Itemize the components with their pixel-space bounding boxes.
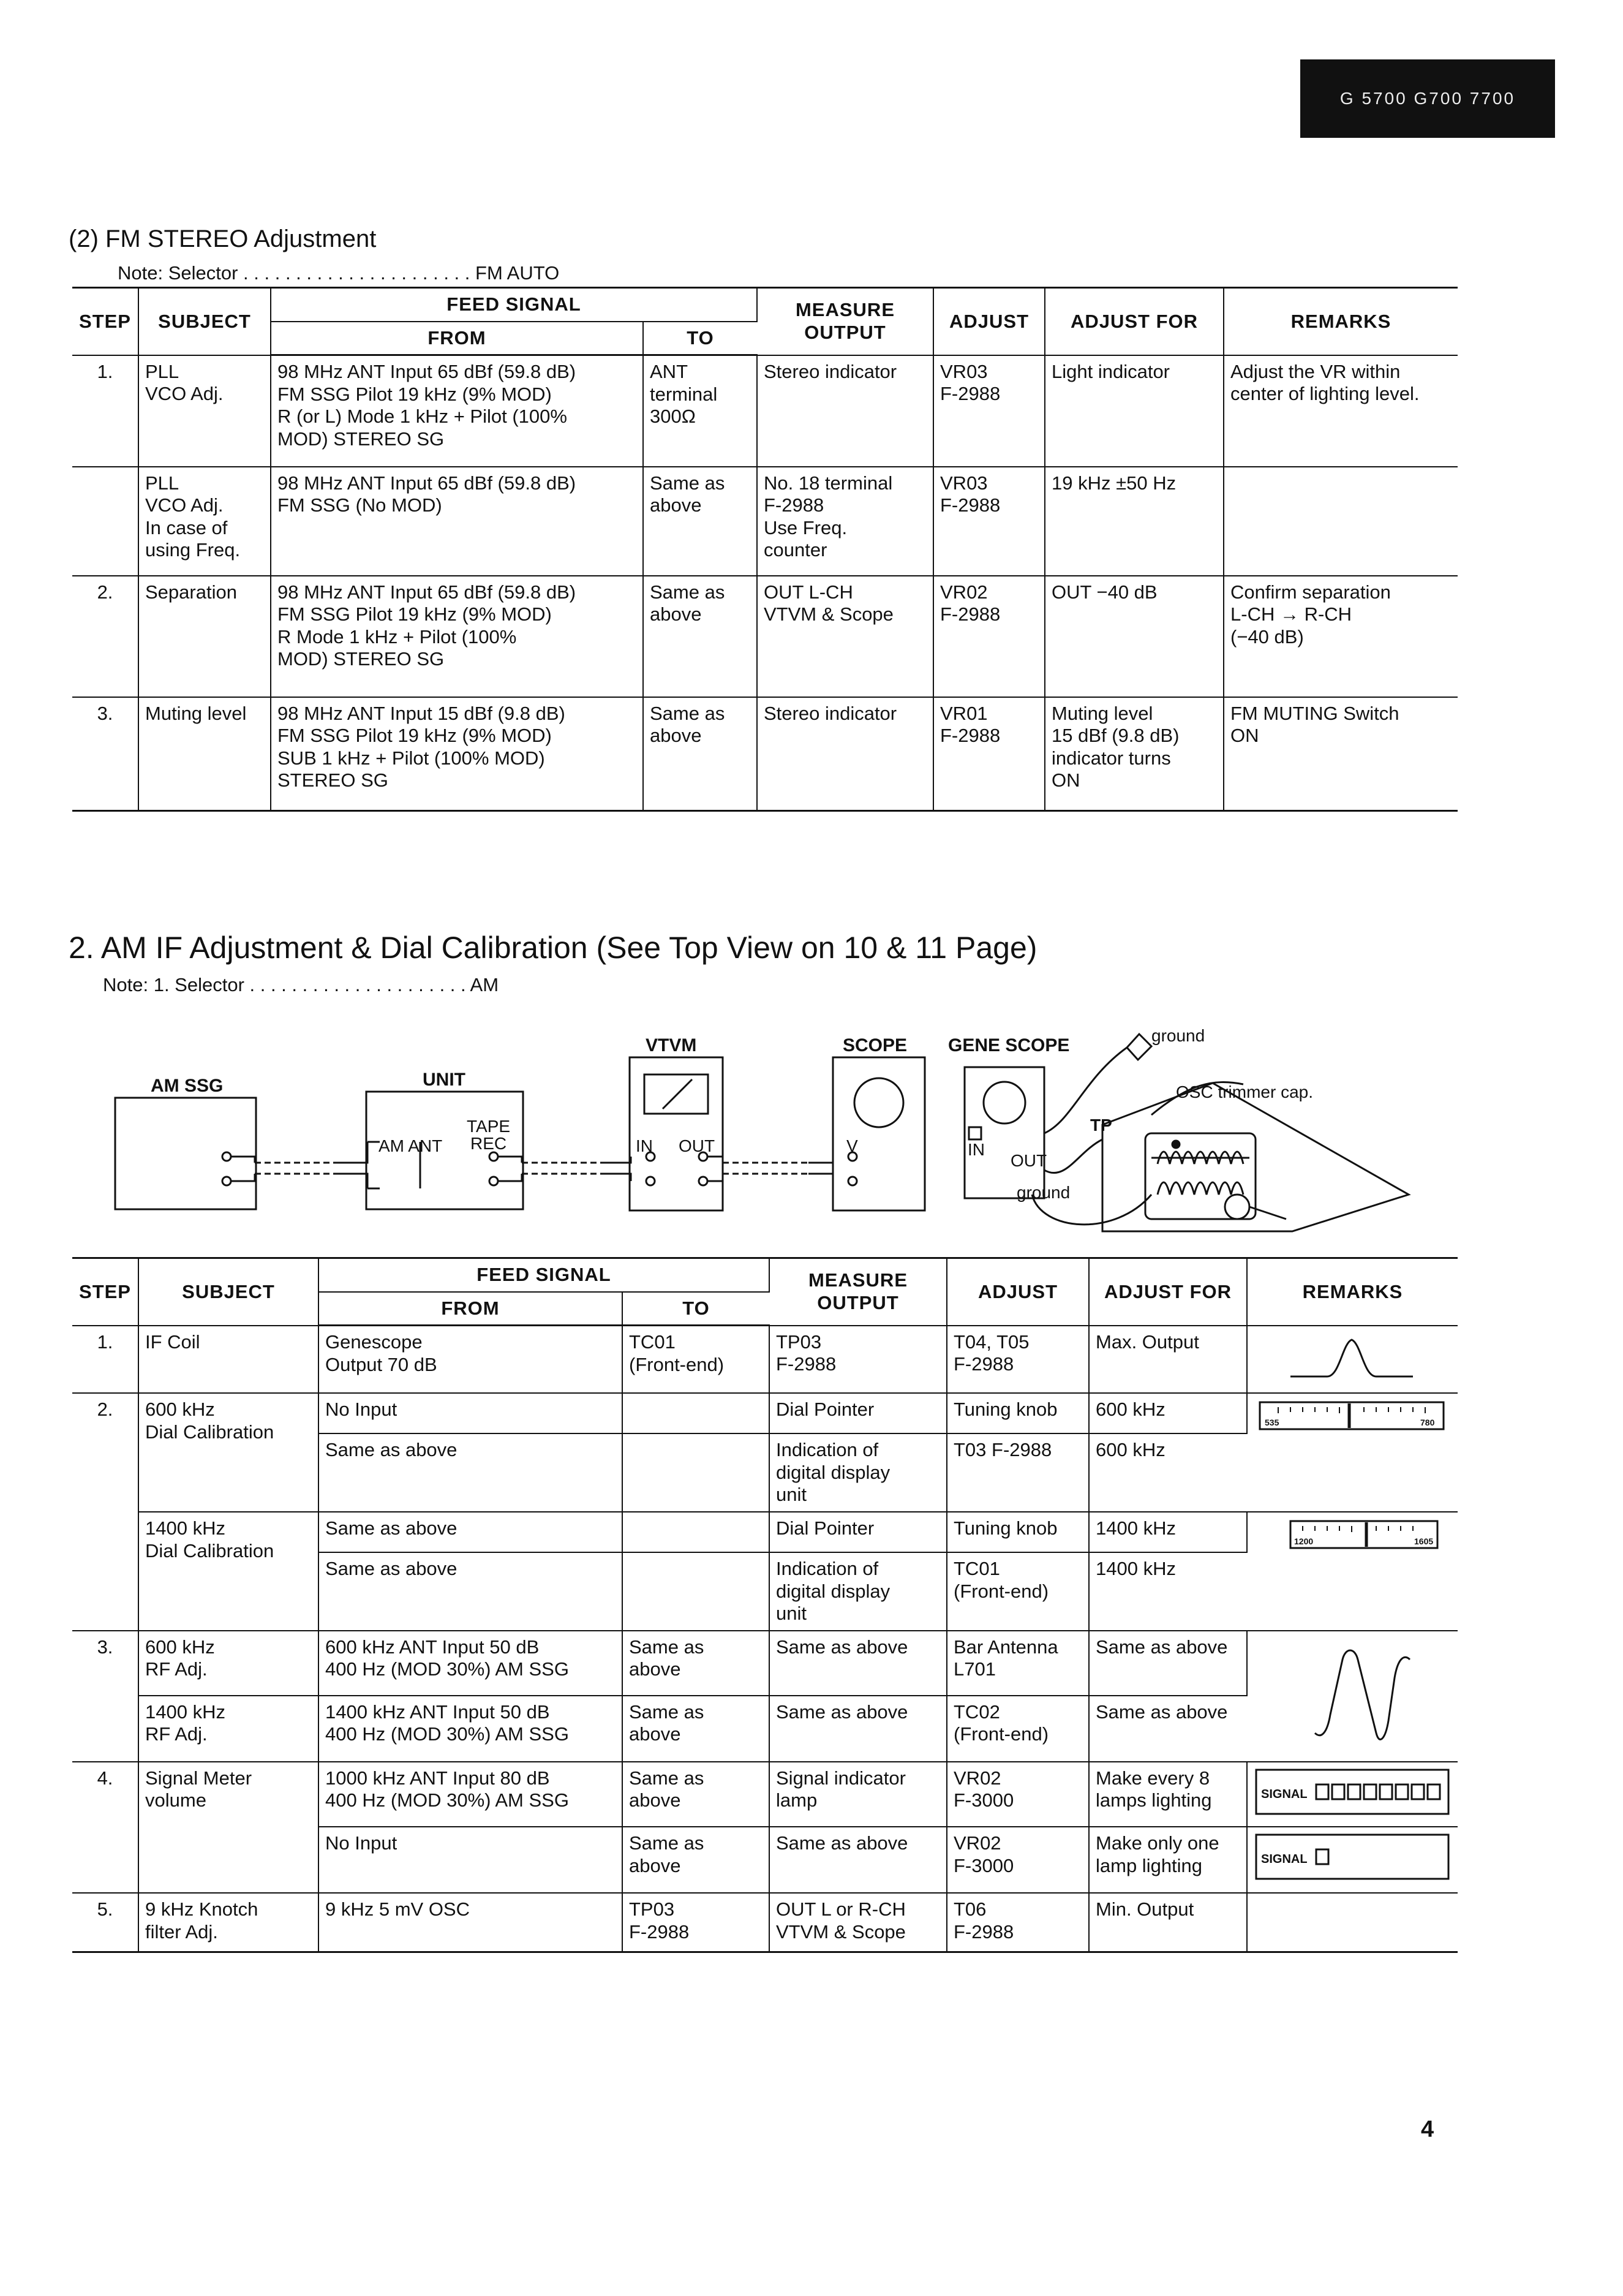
remarks-cell: Adjust the VR within center of lighting level.	[1224, 355, 1458, 467]
table-row	[72, 1762, 1458, 1827]
rf-waveform-icon	[1254, 1641, 1450, 1745]
to-cell	[622, 1433, 769, 1512]
adjust-for-cell: OUT −40 dB	[1045, 576, 1224, 697]
subject-cell: Muting level	[138, 697, 271, 811]
col-measure-output: MEASURE OUTPUT	[769, 1258, 947, 1326]
measure-cell: Same as above	[769, 1827, 947, 1893]
col-subject: SUBJECT	[138, 288, 271, 355]
tp-lead	[1044, 1139, 1102, 1173]
col-subject: SUBJECT	[138, 1258, 318, 1326]
subject-cell: IF Coil	[138, 1326, 318, 1394]
subject-cell: PLL VCO Adj. In case of using Freq.	[138, 467, 271, 576]
step-cell: 2.	[72, 1393, 138, 1630]
measure-cell: No. 18 terminal F-2988 Use Freq. counter	[757, 467, 933, 576]
from-cell: 1400 kHz ANT Input 50 dB 400 Hz (MOD 30%) AM SSG	[318, 1696, 622, 1762]
adjust-cell: VR03 F-2988	[933, 355, 1045, 467]
col-remarks: REMARKS	[1224, 288, 1458, 355]
vtvm-label: VTVM	[646, 1035, 697, 1055]
ground-label-2: ground	[1017, 1183, 1071, 1202]
remarks-cell	[1247, 1393, 1458, 1512]
subject-cell: 1400 kHz RF Adj.	[138, 1696, 318, 1762]
am-if-table	[72, 1257, 1458, 1953]
from-cell: Same as above	[318, 1512, 622, 1552]
measure-cell: Same as above	[769, 1631, 947, 1696]
subject-cell: 600 kHz RF Adj.	[138, 1631, 318, 1696]
from-cell: No Input	[318, 1393, 622, 1433]
bandpass-curve-icon	[1254, 1331, 1450, 1383]
to-cell: TC01 (Front-end)	[622, 1326, 769, 1394]
adjust-for-cell: Light indicator	[1045, 355, 1224, 467]
ant-label: AM ANT	[378, 1136, 443, 1155]
step-cell: 5.	[72, 1893, 138, 1952]
remarks-cell	[1247, 1827, 1458, 1893]
adjust-for-cell: Same as above	[1089, 1696, 1247, 1762]
signal-8-lamps-icon	[1254, 1767, 1452, 1816]
svg-text:1605: 1605	[1414, 1536, 1434, 1546]
am-connection-diagram	[110, 1011, 1433, 1250]
from-cell: Same as above	[318, 1552, 622, 1631]
step-cell: 1.	[72, 1326, 138, 1394]
adjust-for-cell: Muting level 15 dBf (9.8 dB) indicator turns ON	[1045, 697, 1224, 811]
table-row	[72, 1893, 1458, 1952]
remarks-cell: FM MUTING Switch ON	[1224, 697, 1458, 811]
col-adjust: ADJUST	[933, 288, 1045, 355]
col-step: STEP	[72, 288, 138, 355]
adjust-cell: VR02 F-3000	[947, 1762, 1089, 1827]
adjust-cell: VR03 F-2988	[933, 467, 1045, 576]
measure-cell: Signal indicator lamp	[769, 1762, 947, 1827]
from-cell: Same as above	[318, 1433, 622, 1512]
measure-cell: Dial Pointer	[769, 1512, 947, 1552]
adjust-cell: Tuning knob	[947, 1512, 1089, 1552]
col-adjust-for: ADJUST FOR	[1045, 288, 1224, 355]
if-coil-assembly	[1145, 1133, 1256, 1219]
to-cell: Same as above	[643, 467, 757, 576]
measure-cell: Stereo indicator	[757, 697, 933, 811]
fm-section-title: (2) FM STEREO Adjustment	[69, 225, 377, 252]
adjust-for-cell: 600 kHz	[1089, 1433, 1247, 1512]
step-cell: 1.	[72, 355, 138, 467]
col-from: FROM	[271, 322, 643, 355]
to-cell	[622, 1552, 769, 1631]
subject-cell: 600 kHz Dial Calibration	[138, 1393, 318, 1512]
svg-text:780: 780	[1420, 1418, 1435, 1428]
table-row	[72, 1393, 1458, 1433]
adjust-cell: Tuning knob	[947, 1393, 1089, 1433]
adjust-cell: Bar Antenna L701	[947, 1631, 1089, 1696]
tape-label: TAPE	[467, 1117, 511, 1136]
scope-v-label: V	[846, 1136, 858, 1155]
to-cell: Same as above	[622, 1827, 769, 1893]
adjust-cell: T06 F-2988	[947, 1893, 1089, 1952]
scope-box	[833, 1057, 925, 1210]
to-cell: TP03 F-2988	[622, 1893, 769, 1952]
subject-cell: 9 kHz Knotch filter Adj.	[138, 1893, 318, 1952]
measure-cell: TP03 F-2988	[769, 1326, 947, 1394]
table-row	[72, 355, 1458, 467]
adjust-cell: VR02 F-3000	[947, 1827, 1089, 1893]
col-to: TO	[643, 322, 757, 355]
table-row	[72, 1512, 1458, 1552]
remarks-cell: Confirm separation L-CH → R-CH (−40 dB)	[1224, 576, 1458, 697]
adjust-for-cell: Make every 8 lamps lighting	[1089, 1762, 1247, 1827]
scope-label: SCOPE	[843, 1035, 908, 1055]
subject-cell: Signal Meter volume	[138, 1762, 318, 1894]
from-cell: 98 MHz ANT Input 65 dBf (59.8 dB) FM SSG Pilot 19 kHz (9% MOD) R (or L) Mode 1 kHz + Pilot (100% MOD) STEREO SG	[271, 355, 643, 467]
col-adjust: ADJUST	[947, 1258, 1089, 1326]
adjust-cell: VR02 F-2988	[933, 576, 1045, 697]
adjust-for-cell: 1400 kHz	[1089, 1512, 1247, 1552]
measure-cell: Stereo indicator	[757, 355, 933, 467]
step-cell: 3.	[72, 697, 138, 811]
adjust-for-cell: Same as above	[1089, 1631, 1247, 1696]
fm-stereo-table	[72, 287, 1458, 812]
measure-cell: Dial Pointer	[769, 1393, 947, 1433]
tp-label: TP	[1090, 1116, 1112, 1135]
adjust-cell: T03 F-2988	[947, 1433, 1089, 1512]
subject-cell: PLL VCO Adj.	[138, 355, 271, 467]
model-badge: G 5700 G700 7700	[1300, 59, 1555, 138]
col-adjust-for: ADJUST FOR	[1089, 1258, 1247, 1326]
table-row	[72, 697, 1458, 811]
adjust-for-cell: 19 kHz ±50 Hz	[1045, 467, 1224, 576]
to-cell: Same as above	[622, 1762, 769, 1827]
remarks-cell	[1224, 467, 1458, 576]
am-ssg-label: AM SSG	[151, 1076, 224, 1096]
measure-cell: Indication of digital display unit	[769, 1552, 947, 1631]
adjust-cell: T04, T05 F-2988	[947, 1326, 1089, 1394]
page-number: 4	[1421, 2117, 1434, 2142]
dial-scale-600-icon	[1254, 1399, 1450, 1435]
svg-text:SIGNAL: SIGNAL	[1261, 1852, 1308, 1867]
table-row	[72, 1631, 1458, 1696]
col-remarks: REMARKS	[1247, 1258, 1458, 1326]
rec-label: REC	[470, 1134, 507, 1153]
remarks-cell	[1247, 1512, 1458, 1631]
adjust-cell: TC01 (Front-end)	[947, 1552, 1089, 1631]
col-from: FROM	[318, 1292, 622, 1326]
am-section-title: 2. AM IF Adjustment & Dial Calibration (See Top View on 10 & 11 Page)	[69, 931, 1037, 965]
from-cell: 98 MHz ANT Input 65 dBf (59.8 dB) FM SSG Pilot 19 kHz (9% MOD) R Mode 1 kHz + Pilot (100% MOD) STEREO SG	[271, 576, 643, 697]
to-cell	[622, 1393, 769, 1433]
remarks-cell	[1247, 1893, 1458, 1952]
remarks-cell	[1247, 1762, 1458, 1827]
signal-1-lamp-icon	[1254, 1832, 1452, 1881]
step-cell: 3.	[72, 1631, 138, 1762]
to-cell	[622, 1512, 769, 1552]
adjust-for-cell: Max. Output	[1089, 1326, 1247, 1394]
gene-in-label: IN	[968, 1140, 985, 1159]
osc-trimmer-label: OSC trimmer cap.	[1176, 1082, 1314, 1101]
from-cell: Genescope Output 70 dB	[318, 1326, 622, 1394]
col-step: STEP	[72, 1258, 138, 1326]
adjust-for-cell: 600 kHz	[1089, 1393, 1247, 1433]
subject-cell: Separation	[138, 576, 271, 697]
to-cell: ANT terminal 300Ω	[643, 355, 757, 467]
vtvm-in-label: IN	[636, 1136, 653, 1155]
from-cell: No Input	[318, 1827, 622, 1893]
to-cell: Same as above	[643, 576, 757, 697]
gene-scope-box	[965, 1067, 1044, 1198]
ground-label: ground	[1151, 1026, 1205, 1045]
step-cell: 4.	[72, 1762, 138, 1894]
from-cell: 600 kHz ANT Input 50 dB 400 Hz (MOD 30%) AM SSG	[318, 1631, 622, 1696]
adjust-for-cell: 1400 kHz	[1089, 1552, 1247, 1631]
from-cell: 98 MHz ANT Input 15 dBf (9.8 dB) FM SSG Pilot 19 kHz (9% MOD) SUB 1 kHz + Pilot (100% MOD) STEREO SG	[271, 697, 643, 811]
adjust-for-cell: Make only one lamp lighting	[1089, 1827, 1247, 1893]
from-cell: 9 kHz 5 mV OSC	[318, 1893, 622, 1952]
measure-cell: Same as above	[769, 1696, 947, 1762]
to-cell: Same as above	[622, 1696, 769, 1762]
remarks-cell	[1247, 1326, 1458, 1394]
svg-text:SIGNAL: SIGNAL	[1261, 1787, 1308, 1801]
subject-cell: 1400 kHz Dial Calibration	[138, 1512, 318, 1631]
step-cell	[72, 467, 138, 576]
to-cell: Same as above	[643, 697, 757, 811]
vtvm-out-label: OUT	[679, 1136, 715, 1155]
svg-text:535: 535	[1265, 1418, 1279, 1428]
from-cell: 1000 kHz ANT Input 80 dB 400 Hz (MOD 30%) AM SSG	[318, 1762, 622, 1827]
from-cell: 98 MHz ANT Input 65 dBf (59.8 dB) FM SSG (No MOD)	[271, 467, 643, 576]
dial-scale-1400-icon	[1254, 1517, 1450, 1554]
gene-scope-label: GENE SCOPE	[948, 1035, 1070, 1055]
adjust-cell: TC02 (Front-end)	[947, 1696, 1089, 1762]
step-cell: 2.	[72, 576, 138, 697]
col-measure-output: MEASURE OUTPUT	[757, 288, 933, 355]
table-row	[72, 576, 1458, 697]
table-row	[72, 1326, 1458, 1394]
measure-cell: OUT L-CH VTVM & Scope	[757, 576, 933, 697]
adjust-for-cell: Min. Output	[1089, 1893, 1247, 1952]
fm-note: Note: Selector . . . . . . . . . . . . . . . . . . . . . . FM AUTO	[118, 262, 560, 284]
gene-out-label: OUT	[1011, 1151, 1047, 1170]
col-to: TO	[622, 1292, 769, 1326]
col-feed-signal: FEED SIGNAL	[318, 1258, 769, 1292]
remarks-cell	[1247, 1631, 1458, 1762]
adjust-cell: VR01 F-2988	[933, 697, 1045, 811]
am-ssg-box	[115, 1098, 256, 1209]
table-row	[72, 467, 1458, 576]
to-cell: Same as above	[622, 1631, 769, 1696]
unit-label: UNIT	[423, 1070, 465, 1090]
measure-cell: OUT L or R-CH VTVM & Scope	[769, 1893, 947, 1952]
am-note: Note: 1. Selector . . . . . . . . . . . . . . . . . . . . . AM	[103, 974, 499, 995]
svg-text:1200: 1200	[1294, 1536, 1314, 1546]
col-feed-signal: FEED SIGNAL	[271, 288, 757, 322]
measure-cell: Indication of digital display unit	[769, 1433, 947, 1512]
